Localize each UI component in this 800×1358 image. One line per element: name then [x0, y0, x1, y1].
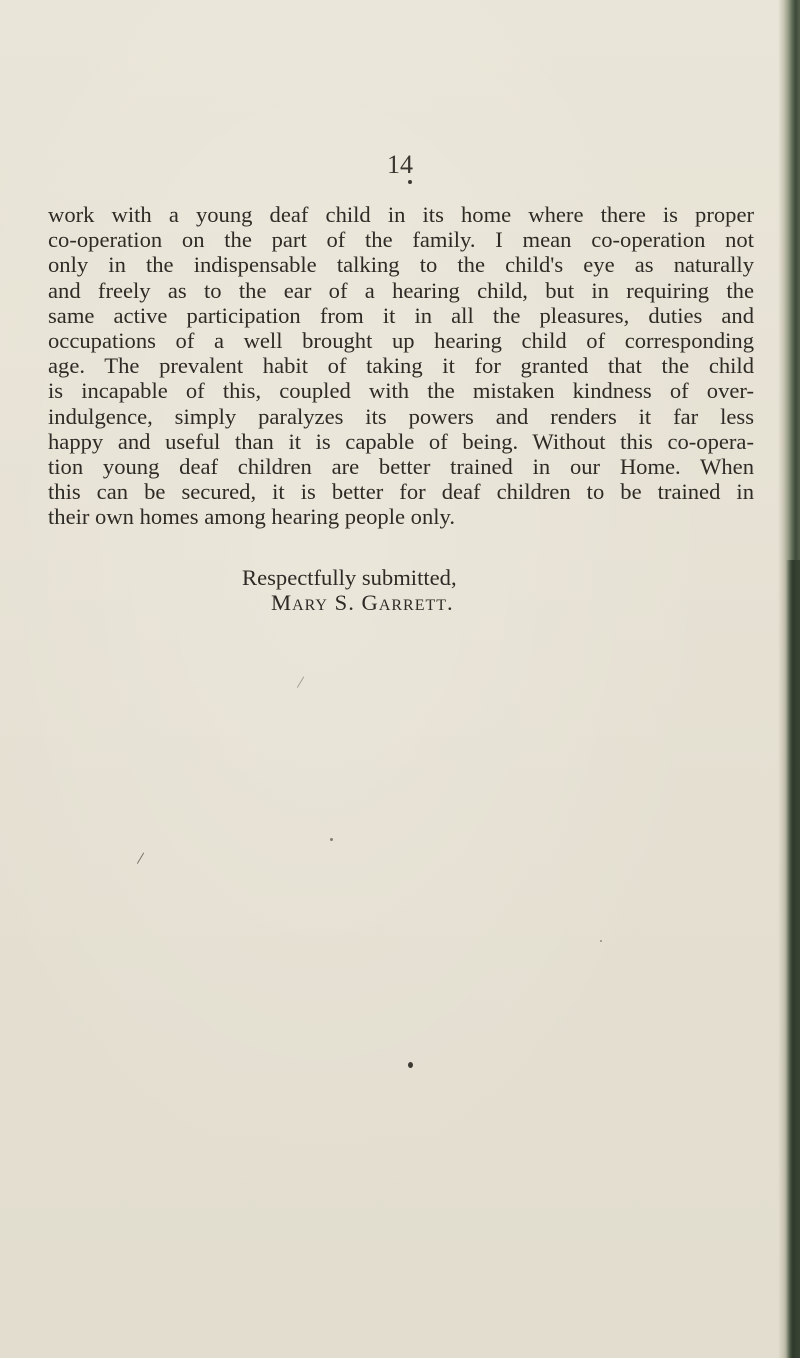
- text-line: co-operation on the part of the family. I mean co-operation not: [48, 227, 754, 253]
- stray-pencil-mark: /: [296, 671, 306, 693]
- text-line: indulgence, simply paralyzes its powers and renders it far less: [48, 403, 754, 429]
- text-line: only in the indispensable talking to the child's eye as naturally: [48, 252, 754, 278]
- paper-speck: [408, 1062, 413, 1068]
- text-line: same active participation from it in all the pleasures, duties and: [48, 302, 754, 328]
- paper-speck: [408, 180, 412, 184]
- stray-pencil-mark: /: [136, 847, 146, 869]
- paper-speck: [330, 838, 333, 841]
- text-line: is incapable of this, coupled with the mistaken kindness of over-: [48, 378, 754, 404]
- text-line: age. The prevalent habit of taking it for granted that the child: [48, 353, 754, 379]
- text-line: tion young deaf children are better trained in our Home. When: [48, 454, 754, 480]
- text-line: happy and useful than it is capable of being. Without this co-opera-: [48, 428, 754, 454]
- closing-phrase: Respectfully submitted,: [242, 565, 457, 590]
- text-line: and freely as to the ear of a hearing child, but in requiring the: [48, 277, 754, 303]
- text-line: work with a young deaf child in its home where there is proper: [48, 202, 754, 227]
- page-number: 14: [387, 150, 413, 179]
- paper-speck: [600, 940, 602, 942]
- text-line: this can be secured, it is better for deaf children to be trained in: [48, 479, 754, 505]
- text-line: their own homes among hearing people only.: [48, 504, 456, 530]
- page-binding-shadow: [786, 560, 800, 1358]
- body-paragraph: [48, 202, 754, 530]
- text-line: occupations of a well brought up hearing child of corresponding: [48, 328, 754, 354]
- signature: Mary S. Garrett.: [271, 590, 454, 615]
